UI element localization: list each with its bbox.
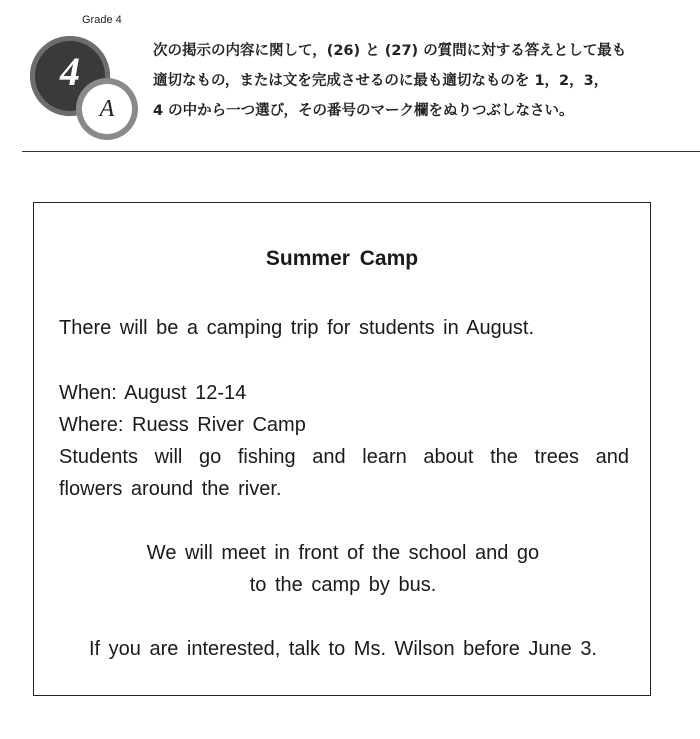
notice-intro: There will be a camping trip for students in August. (59, 317, 535, 339)
grade-label: Grade 4 (82, 14, 122, 26)
section-letter: A (99, 96, 115, 122)
instruction-line-3: 4 の中から一つ選び，その番号のマーク欄をぬりつぶしなさい。 (153, 103, 574, 119)
section-number: 4 (60, 49, 80, 94)
notice-where: Where: Ruess River Camp (59, 414, 306, 436)
notice-meet-line-2: to the camp by bus. (249, 574, 437, 596)
notice-when: When: August 12-14 (59, 382, 247, 404)
notice-box (33, 202, 651, 696)
notice-title: Summer Camp (265, 247, 419, 270)
instruction-line-1: 次の掲示の内容に関して，(26) と (27) の質問に対する答えとして最も (153, 43, 627, 59)
instruction-text (153, 36, 663, 126)
notice-meet-line-1: We will meet in front of the school and go (146, 542, 540, 564)
notice-contact: If you are interested, talk to Ms. Wilson before June 3. (88, 638, 597, 660)
instruction-line-2: 適切なもの，または文を完成させるのに最も適切なものを 1，2，3， (153, 73, 609, 89)
notice-activity-line-2: flowers around the river. (59, 478, 282, 500)
header-divider (22, 151, 700, 152)
section-letter-badge (82, 84, 132, 134)
notice-activity-line-1: Students will go fishing and learn about the trees and (59, 446, 629, 468)
